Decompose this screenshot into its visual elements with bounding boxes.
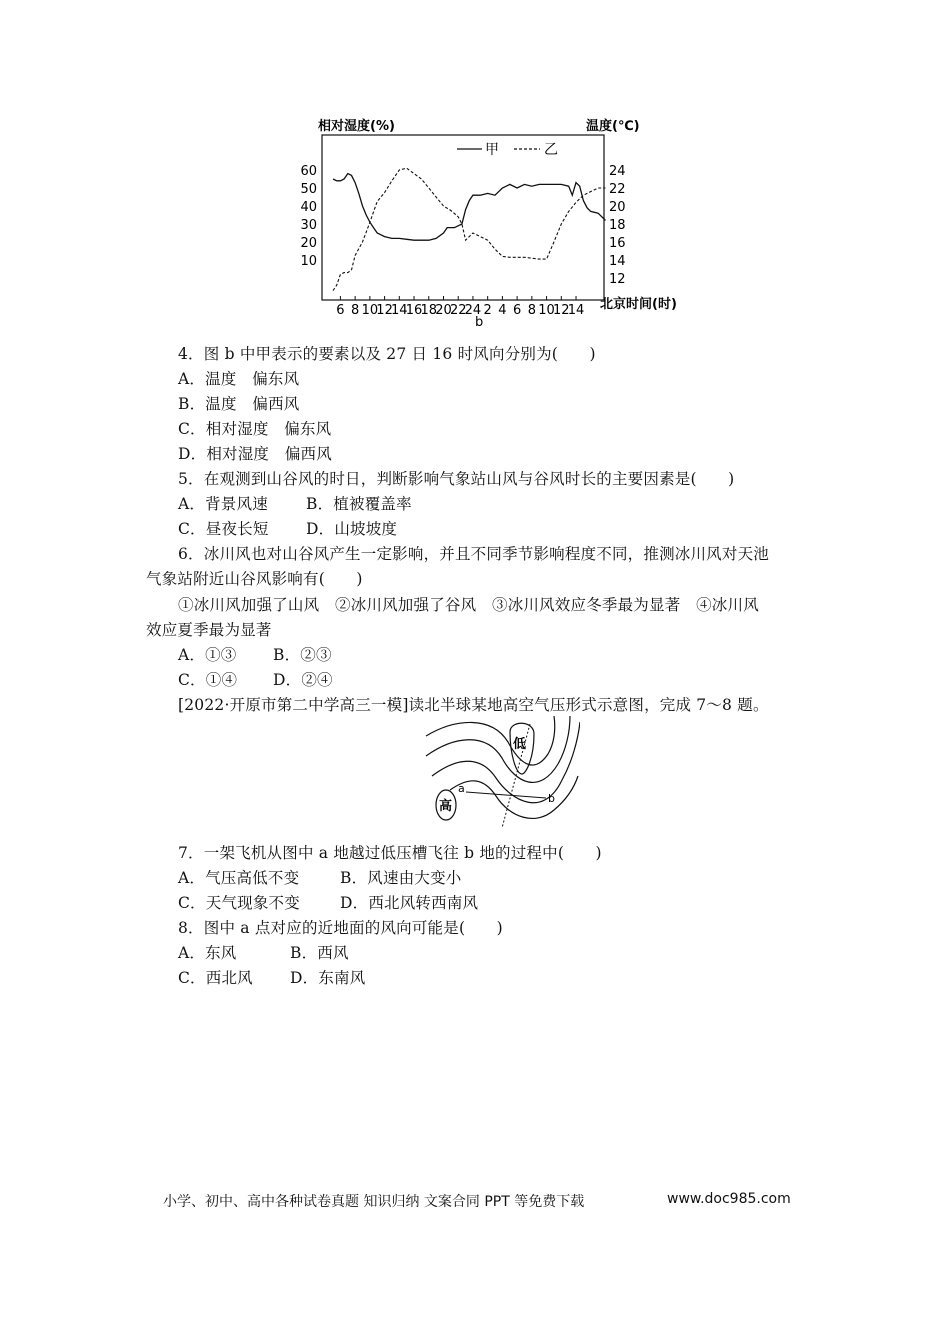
right-tick-label: 16 — [609, 236, 626, 251]
x-tick-label: 8 — [350, 303, 360, 318]
section-intro: [2022·开原市第二中学高三一模]读北半球某地高空气压形式示意图，完成 7～8 题。 — [178, 696, 769, 714]
x-tick-label: 6 — [336, 303, 345, 318]
right-tick-label: 18 — [609, 218, 626, 233]
right-tick-label: 24 — [609, 164, 626, 179]
question-6-statements-2: 效应夏季最为显著 — [146, 621, 272, 639]
right-tick-label: 14 — [609, 254, 626, 269]
footer-text: 小学、初中、高中各种试卷真题 知识归纳 文案合同 PPT 等免费下载 — [163, 1194, 585, 1210]
left-tick-label: 20 — [300, 236, 317, 251]
question-8-option-c: C．西北风 — [178, 969, 253, 987]
left-axis-label: 相对湿度(%) — [318, 119, 395, 134]
question-7-option-a: A．气压高低不变 — [178, 869, 300, 887]
x-axis-label: 北京时间(时) — [600, 297, 677, 312]
x-tick-label: 10 — [538, 303, 555, 318]
x-tick-label: 22 — [449, 303, 467, 318]
question-4-option-b: B．温度 偏西风 — [178, 395, 300, 413]
question-4: 4．图 b 中甲表示的要素以及 27 日 16 时风向分别为( ) — [178, 345, 596, 363]
question-5-option-b: B．植被覆盖率 — [306, 495, 412, 513]
question-6-option-d: D．②④ — [273, 671, 333, 689]
chart-caption: b — [475, 315, 484, 330]
right-axis-label: 温度(℃) — [586, 119, 640, 134]
question-4-option-c: C．相对湿度 偏东风 — [178, 420, 332, 438]
question-4-option-a: A．温度 偏东风 — [178, 370, 300, 388]
series-jia-line — [333, 174, 606, 241]
question-5-option-c: C．昼夜长短 — [178, 520, 269, 538]
flight-path — [466, 792, 546, 798]
question-4-option-d: D．相对湿度 偏西风 — [178, 445, 332, 463]
legend-label-jia: 甲 — [485, 142, 499, 158]
question-6-line-2: 气象站附近山谷风影响有( ) — [146, 570, 363, 588]
question-6-option-b: B．②③ — [273, 646, 332, 664]
low-label: 低 — [513, 737, 527, 752]
x-tick-label: 4 — [498, 303, 507, 318]
question-6-option-c: C．①④ — [178, 671, 238, 689]
left-tick-label: 50 — [300, 182, 317, 197]
x-tick-label: 12 — [553, 303, 570, 318]
x-tick-label: 24 — [464, 303, 482, 318]
left-tick-label: 30 — [300, 218, 317, 233]
x-tick-label: 8 — [527, 303, 536, 318]
x-tick-label: 2 — [483, 303, 492, 318]
x-tick-label: 6 — [512, 303, 522, 318]
question-8-option-a: A．东风 — [178, 944, 237, 962]
x-tick-label: 18 — [420, 303, 438, 318]
question-7-option-d: D．西北风转西南风 — [340, 894, 479, 912]
point-a-label: a — [458, 782, 465, 795]
left-tick-label: 40 — [300, 200, 317, 215]
right-tick-label: 20 — [609, 200, 626, 215]
footer-url[interactable]: www.doc985.com — [667, 1191, 791, 1207]
isobar-3 — [432, 722, 580, 803]
left-tick-label: 60 — [300, 164, 317, 179]
question-5: 5．在观测到山谷风的时日，判断影响气象站山风与谷风时长的主要因素是( ) — [178, 470, 735, 488]
x-tick-label: 14 — [391, 303, 408, 318]
question-6-statements-1: ①冰川风加强了山风 ②冰川风加强了谷风 ③冰川风效应冬季最为显著 ④冰川风 — [178, 596, 759, 614]
question-5-option-a: A．背景风速 — [178, 495, 268, 513]
left-tick-label: 10 — [300, 254, 317, 269]
question-8-option-d: D．东南风 — [290, 969, 366, 987]
legend-label-yi: 乙 — [544, 142, 558, 158]
question-7: 7．一架飞机从图中 a 地越过低压槽飞往 b 地的过程中( ) — [178, 844, 602, 862]
humidity-temperature-chart — [300, 108, 700, 330]
question-8: 8．图中 a 点对应的近地面的风向可能是( ) — [178, 919, 503, 937]
x-tick-label: 20 — [435, 303, 452, 318]
x-tick-label: 10 — [361, 303, 379, 318]
x-tick-label: 12 — [376, 303, 393, 318]
question-6-line-1: 6．冰川风也对山谷风产生一定影响，并且不同季节影响程度不同，推测冰川风对天池 — [178, 545, 769, 563]
isobar-1 — [426, 716, 555, 765]
point-b-label: b — [548, 792, 555, 805]
question-7-option-b: B．风速由大变小 — [340, 869, 462, 887]
question-7-option-c: C．天气现象不变 — [178, 894, 300, 912]
legend — [457, 142, 558, 158]
right-tick-label: 12 — [609, 272, 626, 287]
x-tick-label: 16 — [405, 303, 423, 318]
upper-air-pressure-map — [420, 714, 580, 830]
high-label: 高 — [439, 799, 453, 814]
question-8-option-b: B．西风 — [290, 944, 349, 962]
question-5-option-d: D．山坡坡度 — [306, 520, 398, 538]
series-yi-line — [333, 168, 606, 290]
right-tick-label: 22 — [609, 182, 626, 197]
question-6-option-a: A．①③ — [178, 646, 237, 664]
x-tick-label: 14 — [567, 303, 585, 318]
